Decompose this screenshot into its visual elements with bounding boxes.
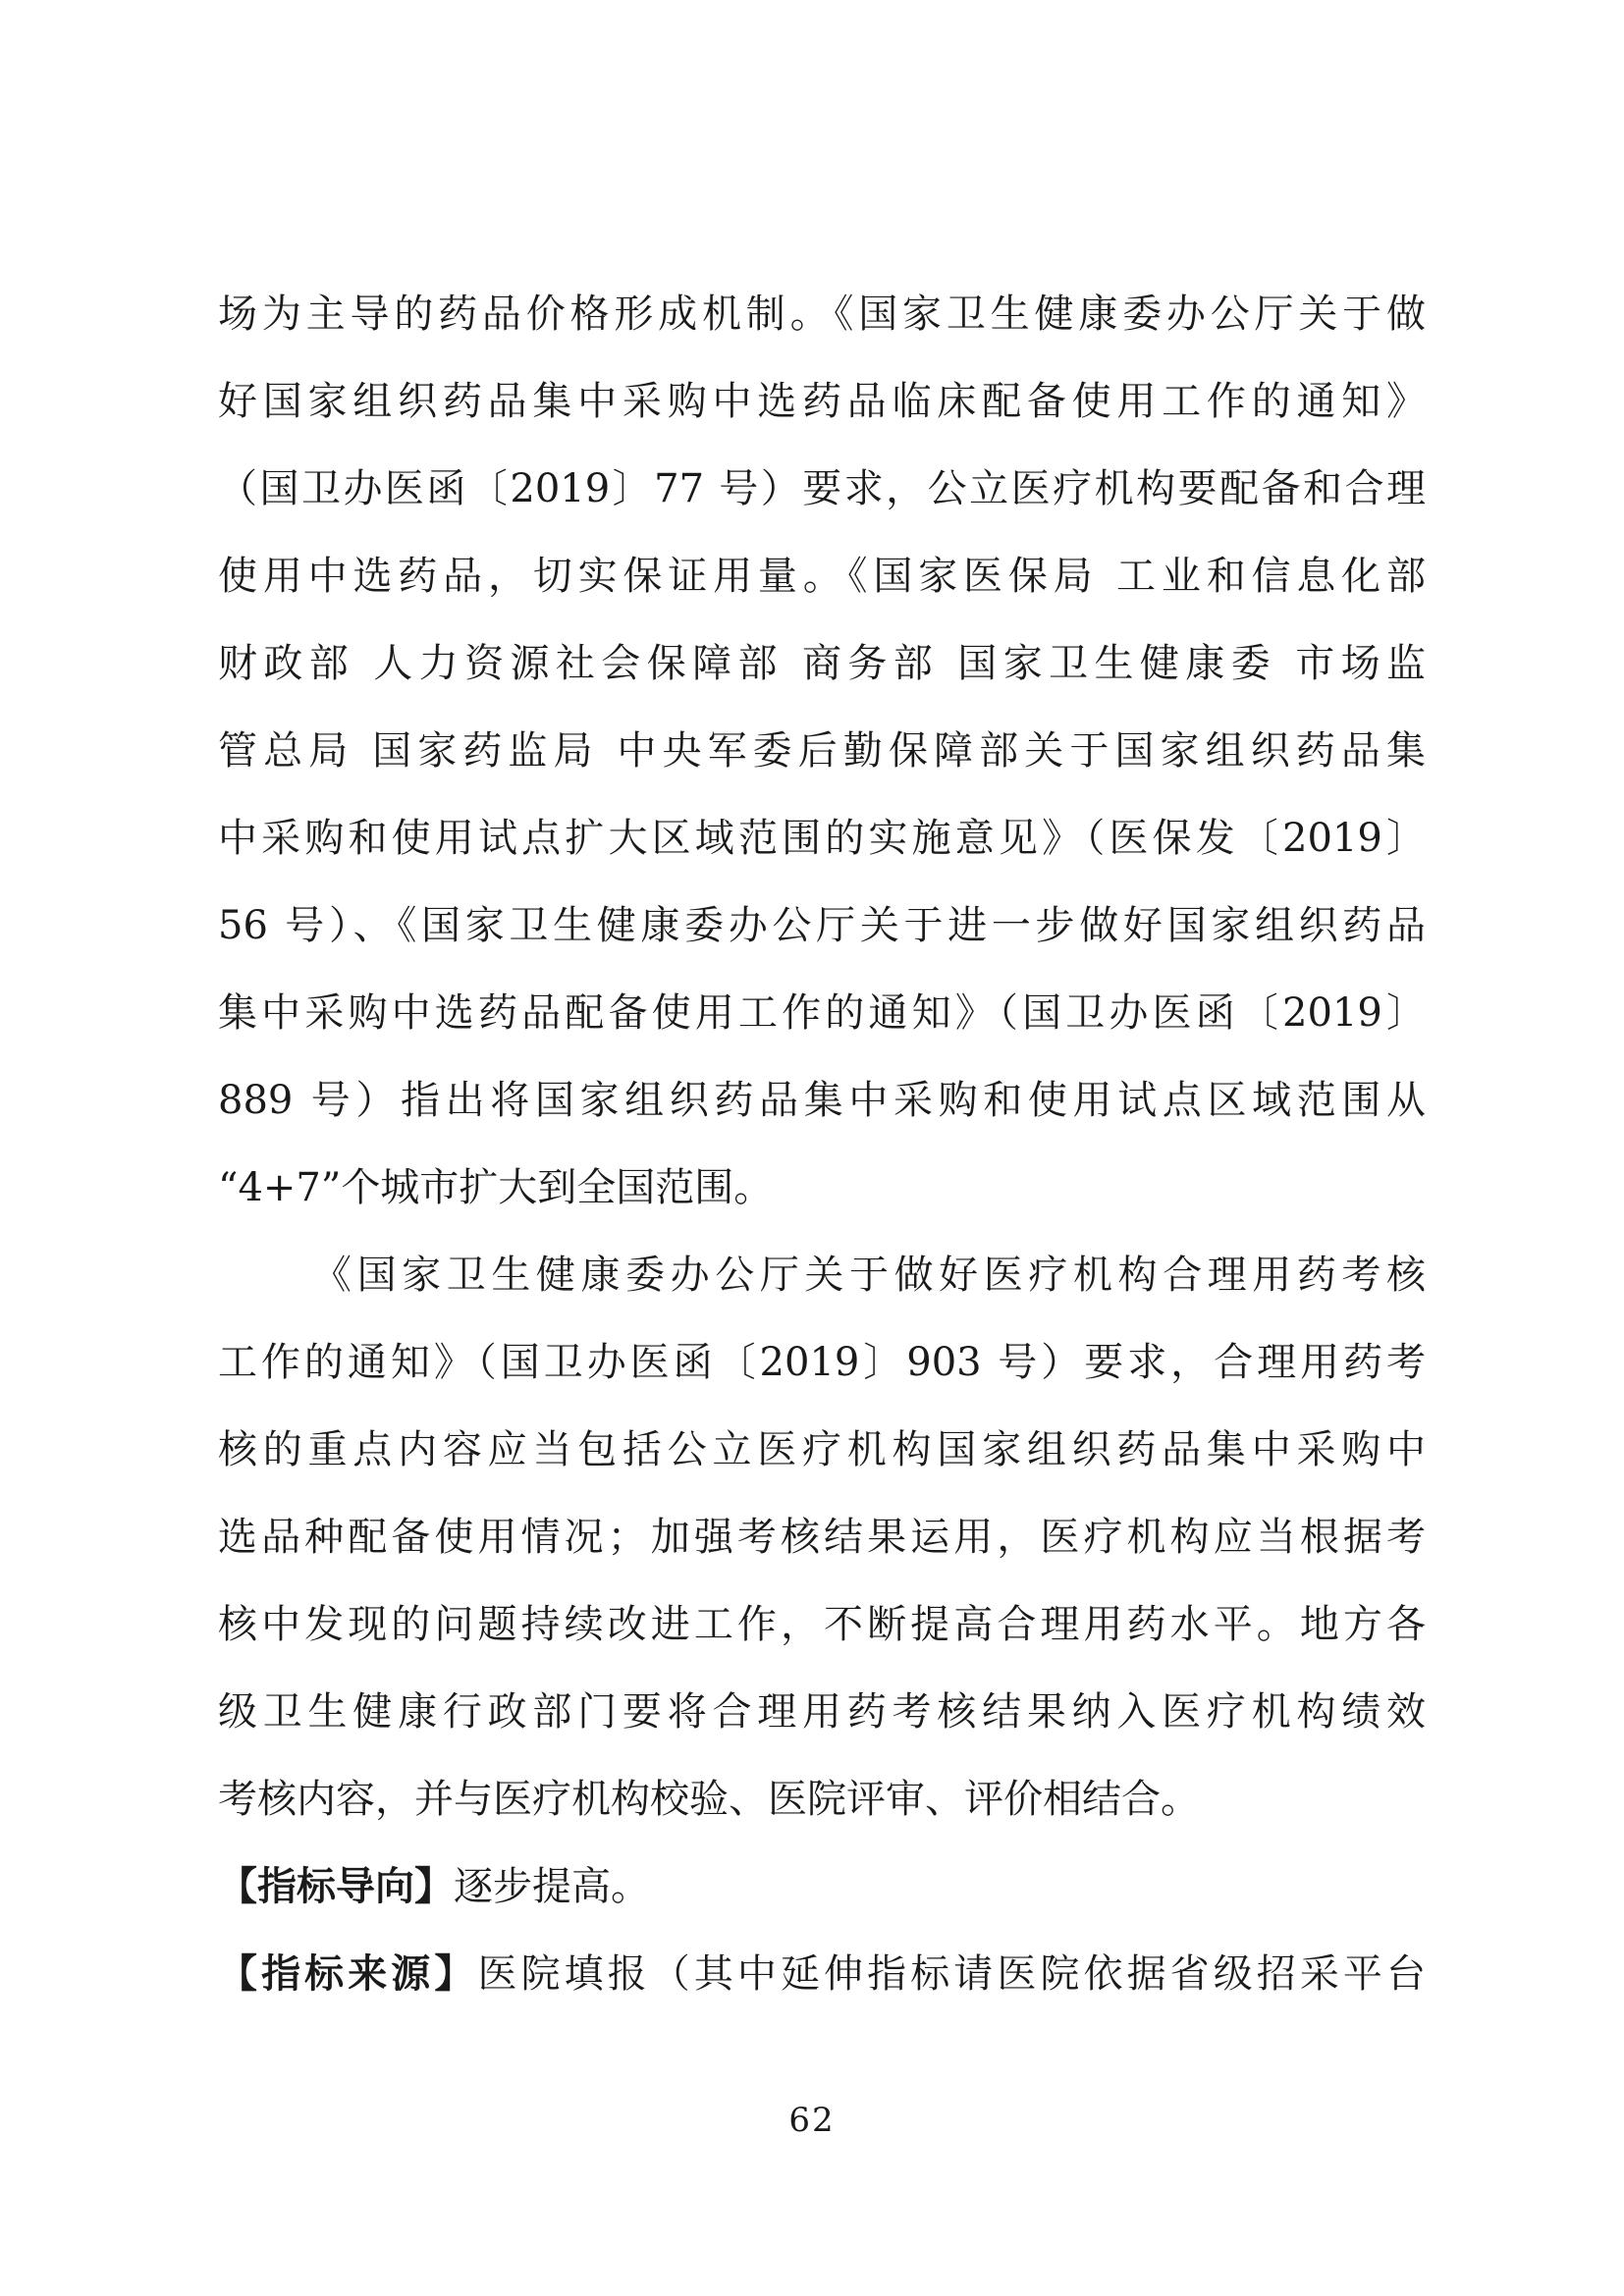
- body-line-15: 选品种配备使用情况；加强考核结果运用，医疗机构应当根据考: [218, 1515, 1426, 1560]
- body-line-11: “4+7”个城市扩大到全国范围。: [218, 1165, 774, 1210]
- indicator-source: [218, 1950, 1426, 1998]
- body-line-6: 管总局 国家药监局 中央军委后勤保障部关于国家组织药品集: [218, 728, 1426, 774]
- indicator-source-text: 医院填报（其中延伸指标请医院依据省级招采平台: [477, 1951, 1427, 1997]
- body-line-4: 使用中选药品，切实保证用量。《国家医保局 工业和信息化部: [218, 554, 1426, 599]
- page-number: 62: [788, 2101, 836, 2140]
- indicator-direction-text: 逐步提高。: [454, 1864, 650, 1909]
- body-line-9: 集中采购中选药品配备使用工作的通知》（国卫办医函〔2019〕: [218, 990, 1426, 1036]
- indicator-direction: [218, 1863, 1426, 1910]
- body-line-5: 财政部 人力资源社会保障部 商务部 国家卫生健康委 市场监: [218, 641, 1426, 686]
- body-line-1: 场为主导的药品价格形成机制。《国家卫生健康委办公厅关于做: [218, 292, 1426, 337]
- body-line-17: 级卫生健康行政部门要将合理用药考核结果纳入医疗机构绩效: [218, 1689, 1426, 1735]
- indicator-source-label: 【指标来源】: [218, 1951, 478, 1997]
- body-line-12: 《国家卫生健康委办公厅关于做好医疗机构合理用药考核: [312, 1253, 1426, 1298]
- body-line-7: 中采购和使用试点扩大区域范围的实施意见》（医保发〔2019〕: [218, 816, 1426, 861]
- body-line-16: 核中发现的问题持续改进工作，不断提高合理用药水平。地方各: [218, 1602, 1426, 1647]
- body-line-3: （国卫办医函〔2019〕77 号）要求，公立医疗机构要配备和合理: [218, 466, 1426, 511]
- indicator-direction-label: 【指标导向】: [218, 1864, 454, 1909]
- body-line-13: 工作的通知》（国卫办医函〔2019〕903 号）要求，合理用药考: [218, 1340, 1426, 1385]
- body-line-10: 889 号）指出将国家组织药品集中采购和使用试点区域范围从: [218, 1078, 1426, 1123]
- body-line-2: 好国家组织药品集中采购中选药品临床配备使用工作的通知》: [218, 379, 1426, 424]
- body-line-18: 考核内容，并与医疗机构校验、医院评审、评价相结合。: [218, 1777, 1200, 1822]
- body-line-8: 56 号）、《国家卫生健康委办公厅关于进一步做好国家组织药品: [218, 903, 1426, 948]
- body-line-14: 核的重点内容应当包括公立医疗机构国家组织药品集中采购中: [218, 1427, 1426, 1472]
